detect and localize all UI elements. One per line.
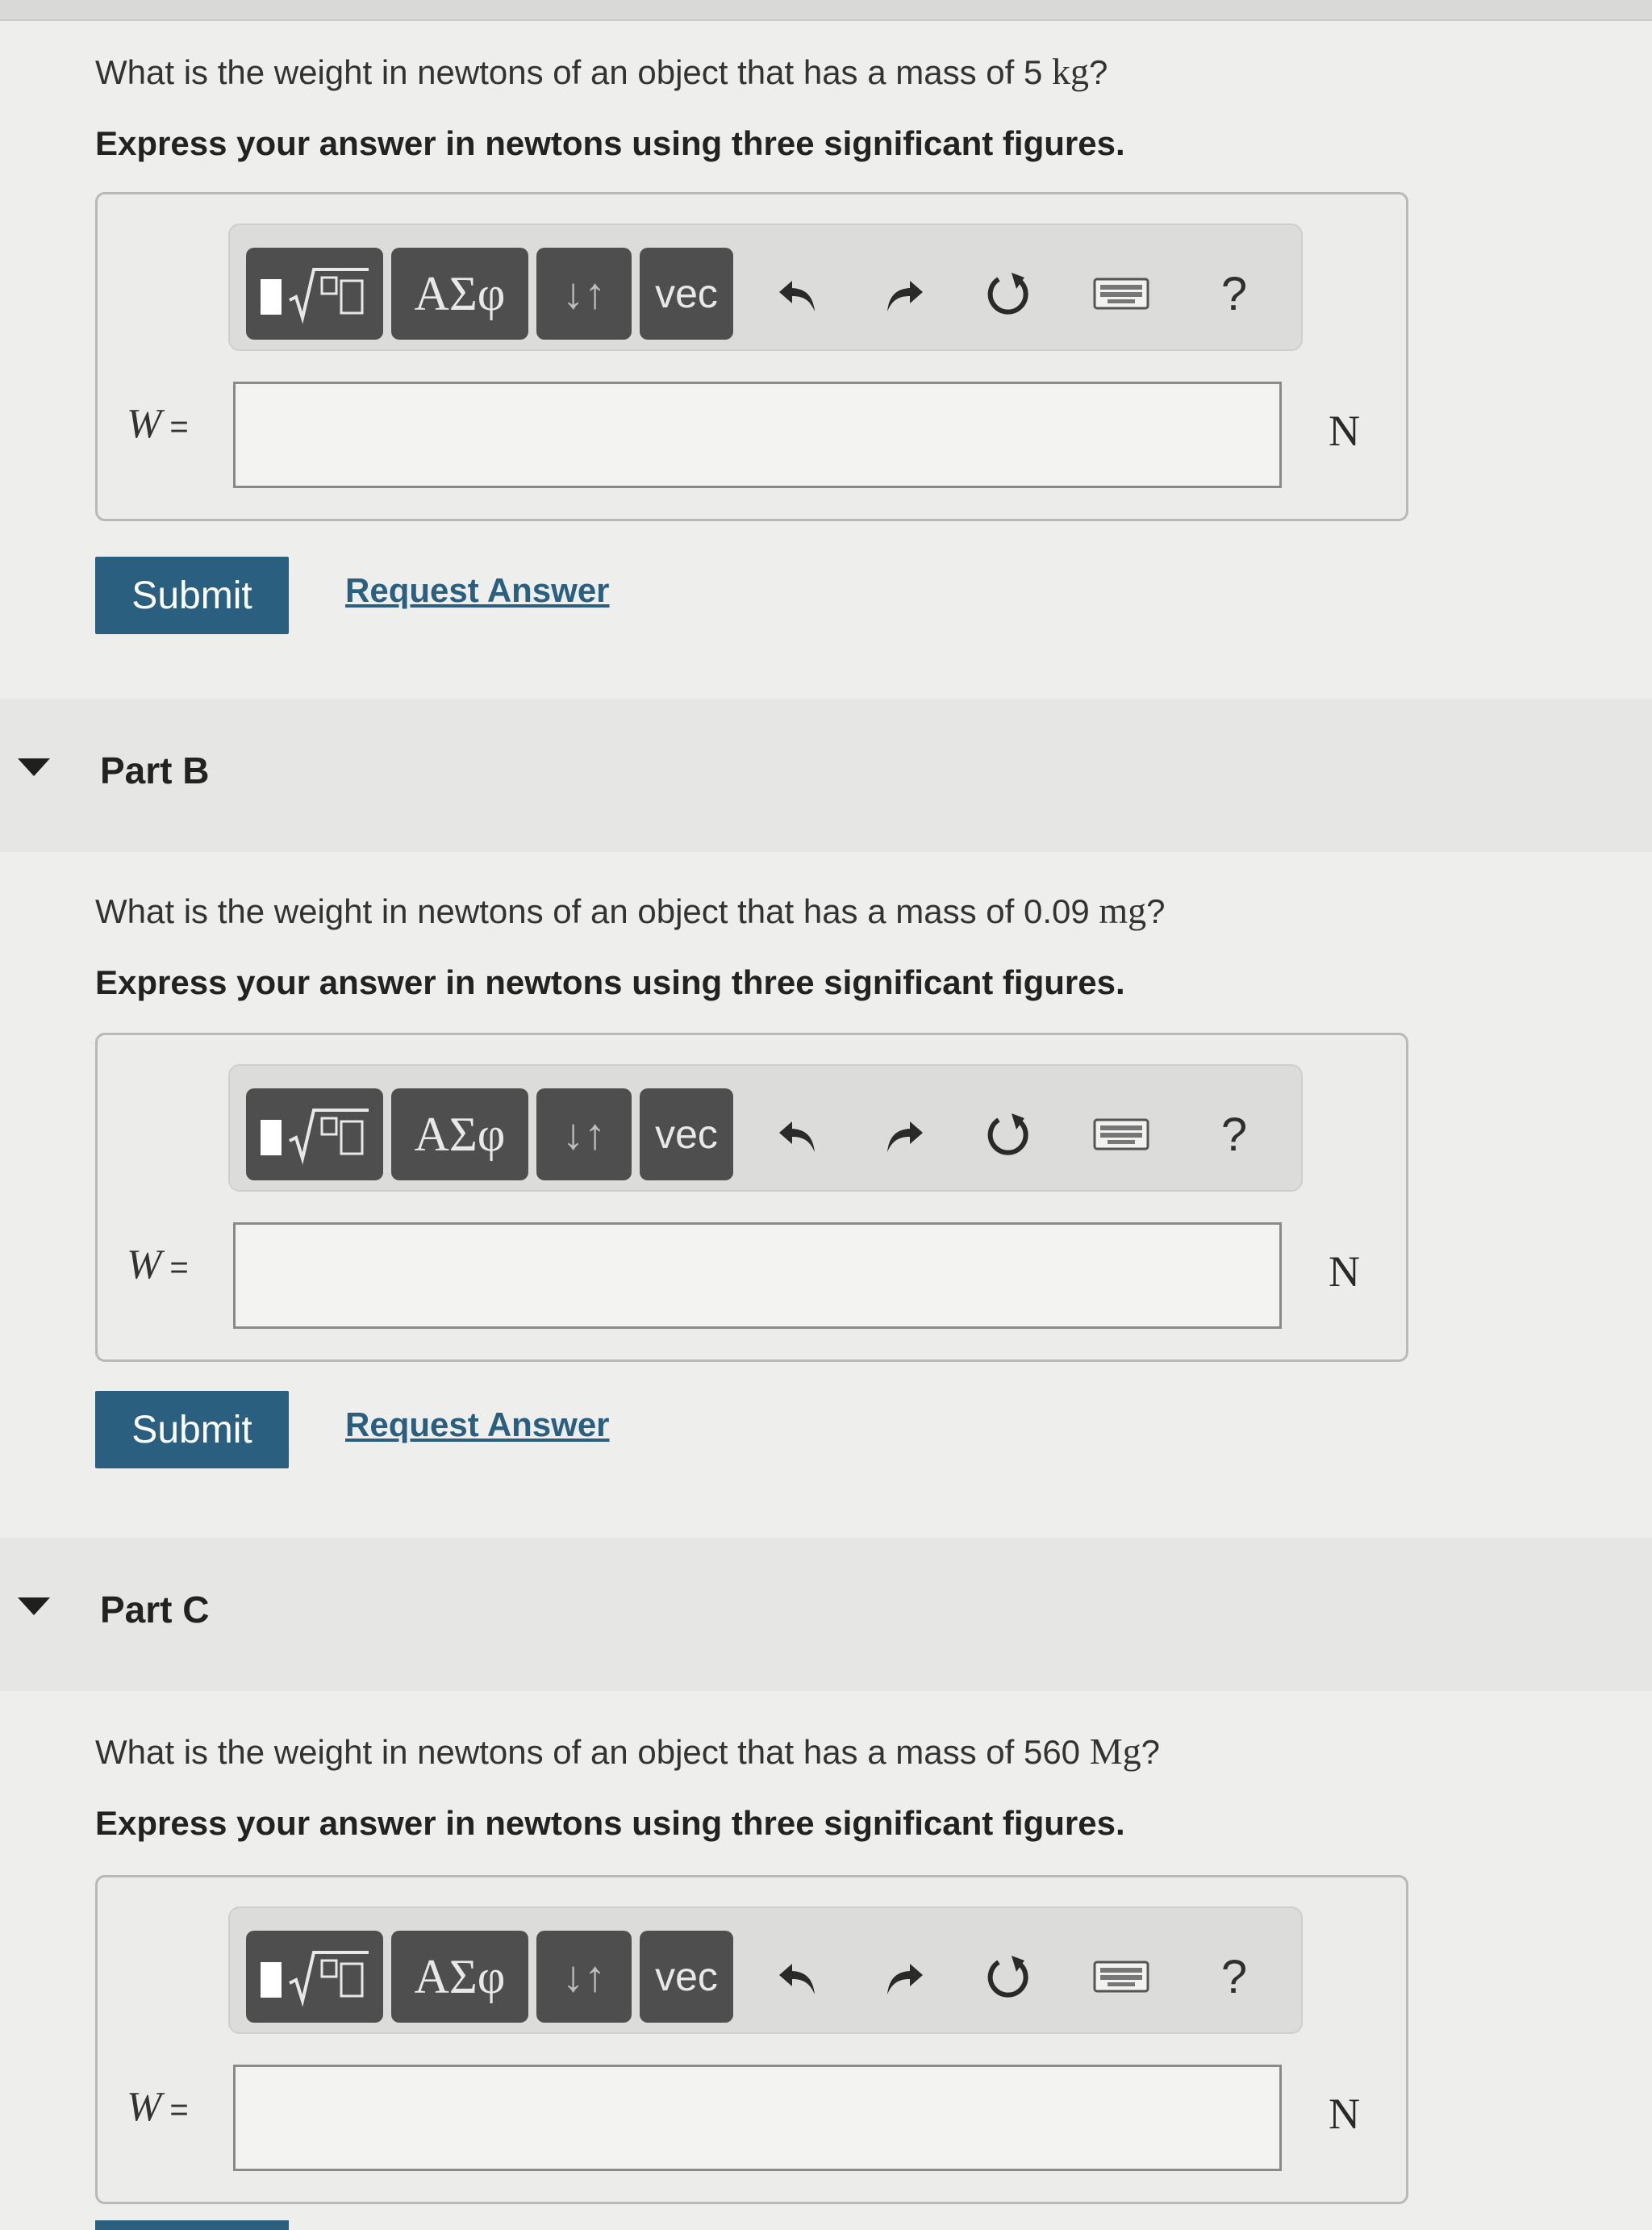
- keyboard-icon[interactable]: [1077, 1088, 1166, 1180]
- part-a-answer-box: [95, 192, 1408, 521]
- part-c-submit-button-partial[interactable]: [95, 2220, 289, 2230]
- part-a-request-answer-link[interactable]: Request Answer: [345, 571, 610, 609]
- help-button[interactable]: ?: [1220, 1950, 1248, 2003]
- collapse-caret-icon[interactable]: [18, 758, 50, 776]
- part-b-answer-input[interactable]: [233, 1222, 1282, 1329]
- question-text: What is the weight in newtons of an object that has a mass of 560: [95, 1733, 1090, 1771]
- answer-unit: N: [1329, 407, 1360, 455]
- reset-icon[interactable]: [972, 248, 1045, 340]
- part-a-instruction: Express your answer in newtons using three significant figures.: [95, 124, 1125, 162]
- part-c-question: [95, 1730, 1160, 1773]
- collapse-caret-icon[interactable]: [18, 1597, 50, 1615]
- mass-unit: Mg: [1089, 1731, 1141, 1772]
- part-c-title: Part C: [100, 1589, 210, 1631]
- undo-icon[interactable]: [762, 248, 835, 340]
- variable-label: [127, 400, 189, 448]
- templates-icon: [254, 1944, 375, 2009]
- equals-sign: =: [169, 1250, 189, 1285]
- vector-button[interactable]: vec: [640, 1088, 733, 1180]
- answer-unit: N: [1329, 2090, 1360, 2138]
- mass-unit: mg: [1099, 890, 1147, 931]
- part-b-header[interactable]: [0, 699, 1652, 852]
- greek-symbols-button[interactable]: ΑΣφ: [391, 1931, 528, 2023]
- mass-unit: kg: [1052, 51, 1089, 92]
- part-c-answer-box: [95, 1875, 1408, 2204]
- part-a-submit-button[interactable]: Submit: [95, 557, 289, 634]
- greek-symbols-button[interactable]: ΑΣφ: [391, 248, 528, 340]
- subscript-superscript-button[interactable]: ↓↑: [536, 1931, 632, 2023]
- vector-button[interactable]: vec: [640, 248, 733, 340]
- part-c-instruction: Express your answer in newtons using three significant figures.: [95, 1804, 1125, 1842]
- variable-label: [127, 2083, 189, 2131]
- part-b-question: [95, 889, 1166, 932]
- keyboard-icon[interactable]: [1077, 248, 1166, 340]
- part-c-header[interactable]: [0, 1538, 1652, 1691]
- part-b-title: Part B: [100, 750, 210, 791]
- greek-symbols-button[interactable]: ΑΣφ: [391, 1088, 528, 1180]
- math-toolbar: [228, 1064, 1303, 1192]
- part-b-answer-box: [95, 1033, 1408, 1362]
- variable-symbol: W: [127, 1242, 162, 1288]
- question-mark: ?: [1146, 892, 1166, 930]
- templates-icon: [254, 1102, 375, 1167]
- answer-unit: N: [1329, 1247, 1360, 1296]
- math-toolbar: [228, 223, 1303, 351]
- math-toolbar: [228, 1906, 1303, 2034]
- part-b-request-answer-link[interactable]: Request Answer: [345, 1405, 610, 1443]
- keyboard-icon[interactable]: [1077, 1931, 1166, 2023]
- variable-label: [127, 1241, 189, 1288]
- equals-sign: =: [169, 409, 189, 445]
- help-button[interactable]: ?: [1220, 267, 1248, 320]
- variable-symbol: W: [127, 2084, 162, 2130]
- redo-icon[interactable]: [867, 1931, 940, 2023]
- subscript-superscript-button[interactable]: ↓↑: [536, 248, 632, 340]
- reset-icon[interactable]: [972, 1088, 1045, 1180]
- part-a-question: [95, 50, 1108, 93]
- reset-icon[interactable]: [972, 1931, 1045, 2023]
- top-edge: [0, 0, 1652, 21]
- variable-symbol: W: [127, 401, 162, 447]
- redo-icon[interactable]: [867, 248, 940, 340]
- templates-button[interactable]: [246, 248, 383, 340]
- question-mark: ?: [1141, 1733, 1160, 1771]
- part-b-instruction: Express your answer in newtons using three significant figures.: [95, 963, 1125, 1001]
- part-c-answer-input[interactable]: [233, 2065, 1282, 2171]
- part-b-submit-button[interactable]: Submit: [95, 1391, 289, 1468]
- undo-icon[interactable]: [762, 1931, 835, 2023]
- part-a-answer-input[interactable]: [233, 382, 1282, 488]
- templates-button[interactable]: [246, 1931, 383, 2023]
- question-mark: ?: [1089, 53, 1108, 91]
- templates-button[interactable]: [246, 1088, 383, 1180]
- help-button[interactable]: ?: [1220, 1108, 1248, 1161]
- undo-icon[interactable]: [762, 1088, 835, 1180]
- templates-icon: [254, 261, 375, 326]
- redo-icon[interactable]: [867, 1088, 940, 1180]
- question-text: What is the weight in newtons of an object that has a mass of 0.09: [95, 892, 1099, 930]
- equals-sign: =: [169, 2092, 189, 2128]
- vector-button[interactable]: vec: [640, 1931, 733, 2023]
- question-text: What is the weight in newtons of an object that has a mass of 5: [95, 53, 1052, 91]
- subscript-superscript-button[interactable]: ↓↑: [536, 1088, 632, 1180]
